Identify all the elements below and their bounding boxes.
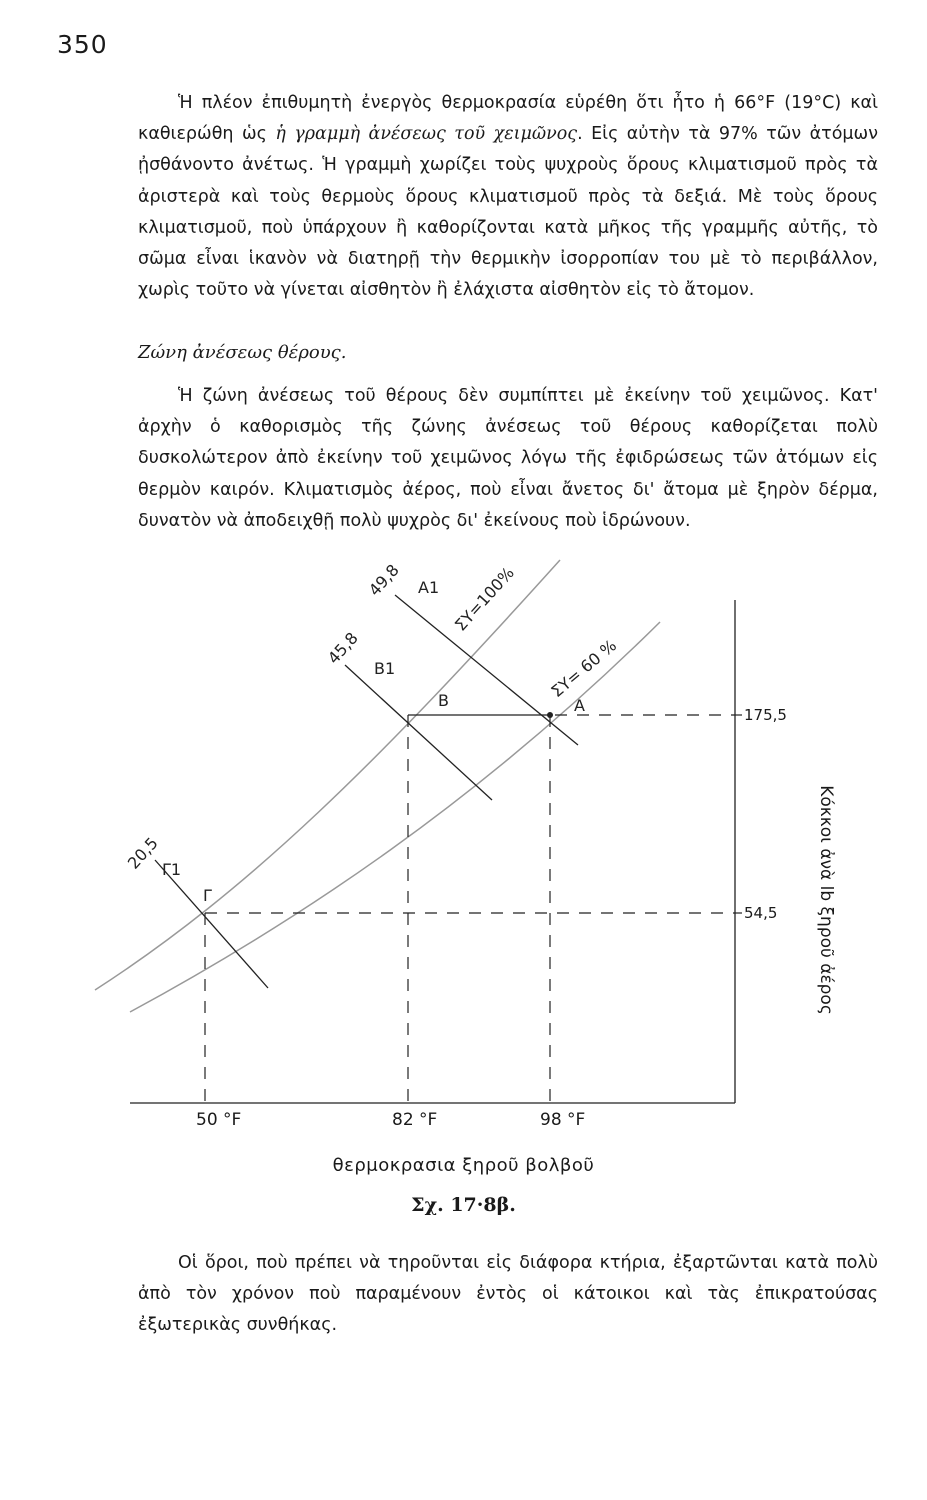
eff-value-g: 20,5 — [123, 833, 162, 873]
emphasis-winter-comfort-line: ἡ γραμμὴ ἀνέσεως τοῦ χειμῶνος — [275, 124, 578, 145]
effective-temp-line-b — [345, 665, 492, 800]
x-tick-98: 98 °F — [540, 1110, 586, 1130]
point-label-b: Β — [438, 691, 449, 710]
eff-point-a: Α1 — [418, 578, 440, 597]
x-axis-title: θερμοκρασια ξηροῦ βολβοῦ — [332, 1155, 595, 1176]
figure-caption: Σχ. 17·8β. — [411, 1194, 516, 1216]
x-tick-82: 82 °F — [392, 1110, 438, 1130]
point-label-a: Α — [574, 696, 585, 715]
paragraph-rest: . Εἰς αὐτὴν τὰ 97% τῶν ἀτόμων ᾐσθάνοντο ἀνέτως. Ἡ γραμμὴ χωρίζει τοὺς ψυχροὺς ὅρους κλιματισμοῦ πρὸς τὰ ἀριστερὰ καὶ τοὺς θερμοὺς ὅρους κλιματισμοῦ πρὸς τὰ δεξιά. Μὲ τοὺς ὅρους κλιματισμοῦ, ποὺ ὑπάρχουν ἢ καθορίζονται κατὰ μῆκος τῆς γραμμῆς αὐτῆς, τὸ σῶμα εἶναι ἱκανὸν νὰ διατηρῇ τὴν θερμικὴν ἰσορροπίαν του μὲ τὸ περιβάλλον, χωρὶς τοῦτο νὰ γίνεται αἰσθητὸν ἢ ἐλάχιστα αἰσθητὸν εἰς τὸ ἄτομον. — [138, 124, 878, 301]
saturation-curve-100 — [95, 560, 560, 990]
psychrometric-diagram — [0, 530, 927, 1250]
curve-label-100: ΣΥ=100% — [450, 563, 518, 635]
eff-point-b: Β1 — [374, 659, 396, 678]
y-tick-545: 54,5 — [744, 904, 778, 922]
point-label-g: Γ — [203, 886, 212, 905]
paragraph-winter-comfort-line — [138, 88, 878, 306]
paragraph-lead: Ἡ πλέον ἐπιθυμητὴ ἐνεργὸς θερμοκρασία εὑρέθη ὅτι ἦτο ἡ 66°F (19°C) καὶ καθιερώθη ὡς — [138, 93, 878, 145]
eff-point-g: Γ1 — [162, 860, 182, 879]
page-number: 350 — [57, 30, 108, 59]
paragraph-building-conditions: Οἱ ὅροι, ποὺ πρέπει νὰ τηροῦνται εἰς διάφορα κτήρια, ἐξαρτῶνται κατὰ πολὺ ἀπὸ τὸν χρόνον ποὺ παραμένουν ἐντὸς οἱ κάτοικοι καὶ τὰς ἐπικρατούσας ἐξωτερικὰς συνθήκας. — [138, 1253, 878, 1336]
effective-temp-line-g — [155, 860, 268, 988]
y-tick-1755: 175,5 — [744, 706, 787, 724]
curve-label-60: ΣΥ= 60 % — [547, 635, 621, 702]
eff-value-b: 45,8 — [323, 628, 362, 668]
paragraph-summer-comfort-zone: Ἡ ζώνη ἀνέσεως τοῦ θέρους δὲν συμπίπτει μὲ ἐκείνην τοῦ χειμῶνος. Κατ' ἀρχὴν ὁ καθορισμὸς τῆς ζώνης ἀνέσεως τοῦ θέρους καθορίζεται πολὺ δυσκολώτερον ἀπὸ ἐκείνην τοῦ χειμῶνος λόγω τῆς ἐφιδρώσεως τῶν ἀτόμων εἰς θερμὸν καιρόν. Κλιματισμὸς ἀέρος, ποὺ εἶναι ἄνετος δι' ἄτομα μὲ ξηρὸν δέρμα, δυνατὸν νὰ ἀποδειχθῇ πολὺ ψυχρὸς δι' ἐκείνους ποὺ ἱδρώνουν. — [138, 386, 878, 531]
psychrometric-figure — [0, 530, 927, 1250]
x-tick-50: 50 °F — [196, 1110, 242, 1130]
point-a-marker — [547, 712, 553, 718]
section-heading: Ζώνη ἀνέσεως θέρους. — [138, 342, 347, 363]
eff-value-a: 49,8 — [364, 560, 403, 600]
y-axis-title-text: Κόκκοι ἀνὰ lb ξηροῦ ἀέρος — [816, 785, 836, 1015]
